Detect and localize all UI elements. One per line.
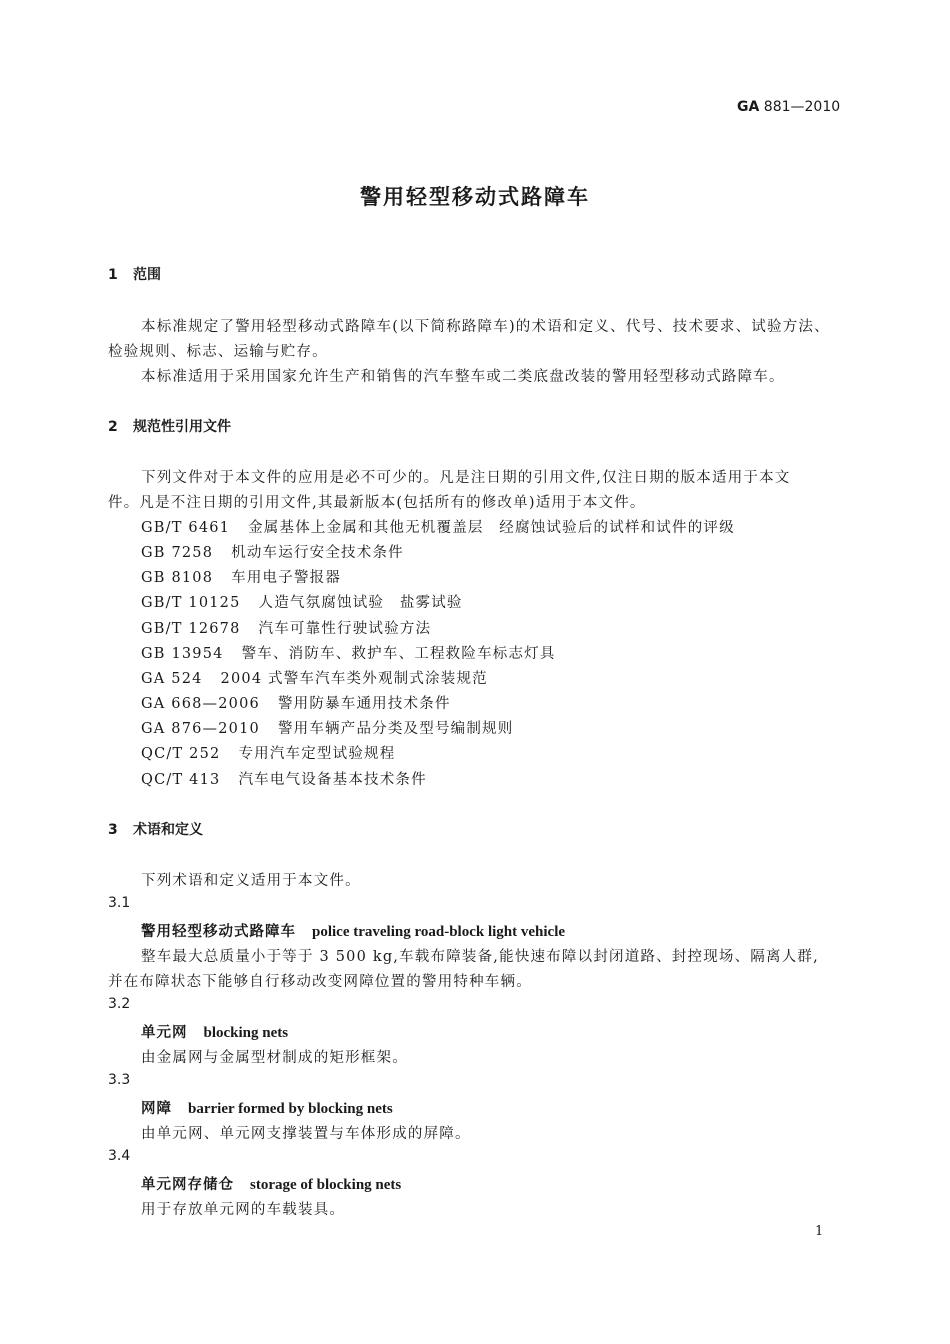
section-heading-2: 2 规范性引用文件 — [108, 419, 231, 435]
paragraph: 件。凡是不注日期的引用文件,其最新版本(包括所有的修改单)适用于本文件。 — [108, 495, 646, 511]
term-number: 3.4 — [108, 1148, 131, 1164]
term-heading: 警用轻型移动式路障车 police traveling road-block light vehicle — [141, 924, 566, 940]
term-heading: 网障 barrier formed by blocking nets — [141, 1101, 393, 1117]
term-heading: 单元网存储仓 storage of blocking nets — [141, 1177, 402, 1193]
section-heading-3: 3 术语和定义 — [108, 822, 203, 838]
paragraph: 本标准适用于采用国家允许生产和销售的汽车整车或二类底盘改装的警用轻型移动式路障车。 — [141, 369, 785, 385]
document-title: 警用轻型移动式路障车 — [360, 185, 590, 209]
reference-item: GA 524 2004 式警车汽车类外观制式涂装规范 — [141, 671, 488, 687]
reference-item: QC/T 252 专用汽车定型试验规程 — [141, 746, 396, 762]
term-definition: 用于存放单元网的车载装具。 — [141, 1202, 346, 1218]
standard-number — [737, 99, 840, 115]
reference-item: GB/T 6461 金属基体上金属和其他无机覆盖层 经腐蚀试验后的试样和试件的评级 — [141, 520, 735, 536]
paragraph: 本标准规定了警用轻型移动式路障车(以下简称路障车)的术语和定义、代号、技术要求、试验方法、 — [141, 319, 830, 335]
section-heading-1: 1 范围 — [108, 267, 161, 283]
reference-item: GB 8108 车用电子警报器 — [141, 570, 342, 586]
term-definition: 由金属网与金属型材制成的矩形框架。 — [141, 1050, 408, 1066]
reference-item: GB/T 10125 人造气氛腐蚀试验 盐雾试验 — [141, 595, 463, 611]
paragraph: 下列文件对于本文件的应用是必不可少的。凡是注日期的引用文件,仅注日期的版本适用于本文 — [141, 470, 791, 486]
term-definition: 由单元网、单元网支撑装置与车体形成的屏障。 — [141, 1126, 471, 1142]
term-number: 3.3 — [108, 1072, 131, 1088]
reference-item: QC/T 413 汽车电气设备基本技术条件 — [141, 772, 427, 788]
paragraph: 检验规则、标志、运输与贮存。 — [108, 344, 328, 360]
term-number: 3.2 — [108, 996, 131, 1012]
term-definition: 并在布障状态下能够自行移动改变网障位置的警用特种车辆。 — [108, 974, 532, 990]
term-definition: 整车最大总质量小于等于 3 500 kg,车载布障装备,能快速布障以封闭道路、封控现场、隔离人群, — [141, 949, 819, 965]
paragraph: 下列术语和定义适用于本文件。 — [141, 873, 361, 889]
term-heading: 单元网 blocking nets — [141, 1025, 289, 1041]
standard-code: GA — [737, 99, 760, 115]
page-number: 1 — [815, 1224, 824, 1239]
reference-item: GB/T 12678 汽车可靠性行驶试验方法 — [141, 621, 432, 637]
term-number: 3.1 — [108, 895, 131, 911]
reference-item: GB 7258 机动车运行安全技术条件 — [141, 545, 404, 561]
reference-item: GB 13954 警车、消防车、救护车、工程救险车标志灯具 — [141, 646, 556, 662]
reference-item: GA 876—2010 警用车辆产品分类及型号编制规则 — [141, 721, 514, 737]
standard-year: 881—2010 — [763, 99, 841, 115]
reference-item: GA 668—2006 警用防暴车通用技术条件 — [141, 696, 451, 712]
